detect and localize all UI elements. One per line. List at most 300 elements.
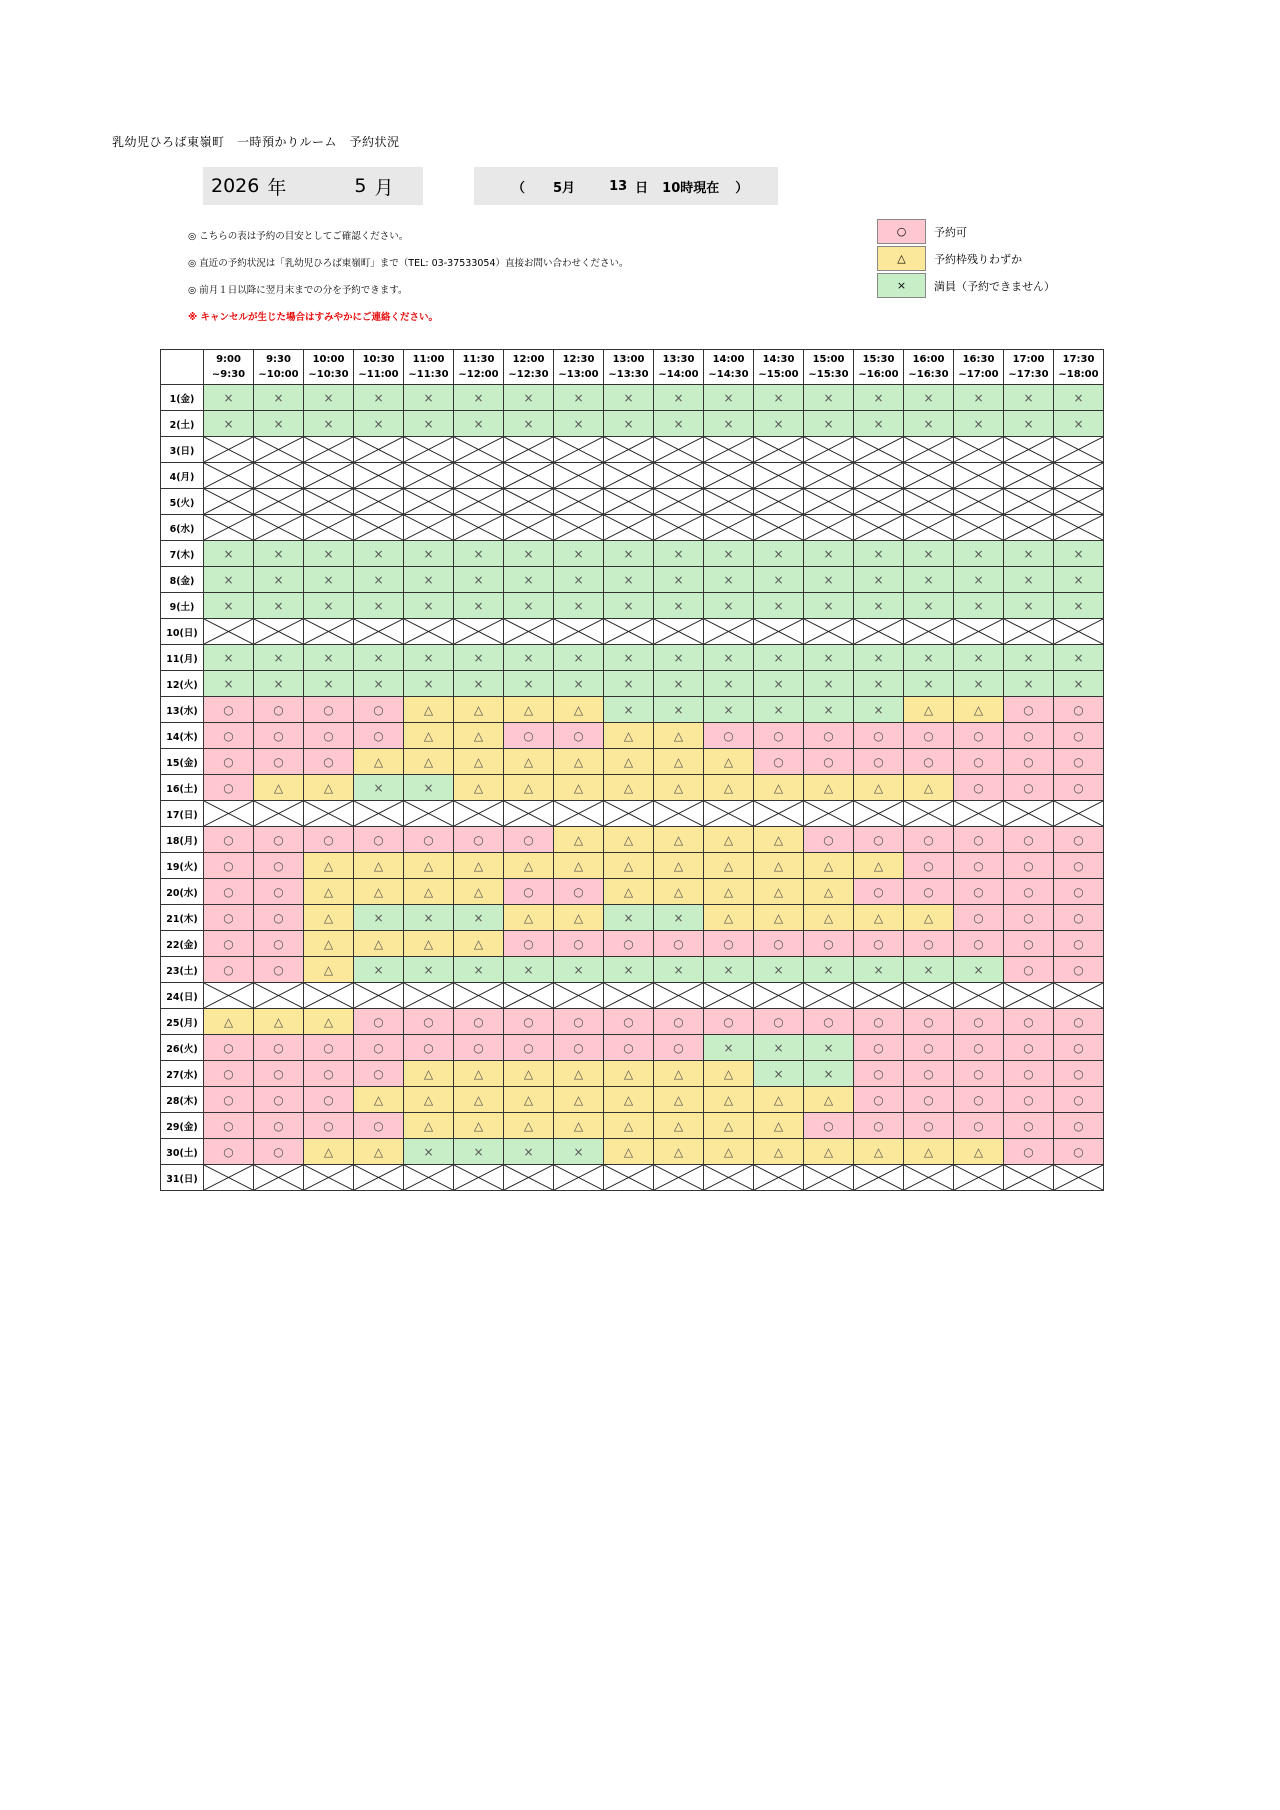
slot-full: × xyxy=(1004,593,1054,619)
table-row xyxy=(161,489,1104,515)
slot-full: × xyxy=(1004,567,1054,593)
slot-full: × xyxy=(604,671,654,697)
day-label: 10(日) xyxy=(161,619,204,645)
table-row xyxy=(161,723,1104,749)
slot-available: ○ xyxy=(1054,1113,1104,1139)
slot-full: × xyxy=(804,385,854,411)
closed-cross-icon xyxy=(554,1165,603,1190)
closed-cell xyxy=(754,489,804,515)
closed-cell xyxy=(804,515,854,541)
closed-cross-icon xyxy=(754,1165,803,1190)
time-slot-header xyxy=(1004,350,1054,385)
closed-cell xyxy=(354,437,404,463)
closed-cross-icon xyxy=(204,437,253,462)
slot-available: ○ xyxy=(304,749,354,775)
closed-cross-icon xyxy=(1004,489,1053,514)
closed-cross-icon xyxy=(1004,515,1053,540)
table-row xyxy=(161,541,1104,567)
closed-cell xyxy=(704,983,754,1009)
slot-few-left: △ xyxy=(404,931,454,957)
slot-few-left: △ xyxy=(704,827,754,853)
slot-available: ○ xyxy=(204,1035,254,1061)
closed-cell xyxy=(554,489,604,515)
closed-cross-icon xyxy=(804,463,853,488)
closed-cell xyxy=(454,801,504,827)
slot-full: × xyxy=(804,1035,854,1061)
legend-label-full: 満員（予約できません） xyxy=(934,279,1055,293)
slot-available: ○ xyxy=(804,1009,854,1035)
closed-cell xyxy=(504,463,554,489)
table-row xyxy=(161,749,1104,775)
slot-few-left: △ xyxy=(704,879,754,905)
slot-full: × xyxy=(204,411,254,437)
slot-available: ○ xyxy=(1054,1035,1104,1061)
closed-cross-icon xyxy=(254,515,303,540)
table-row xyxy=(161,801,1104,827)
day-label: 18(月) xyxy=(161,827,204,853)
closed-cell xyxy=(704,489,754,515)
closed-cross-icon xyxy=(354,801,403,826)
slot-full: × xyxy=(554,593,604,619)
slot-available: ○ xyxy=(954,1113,1004,1139)
table-row xyxy=(161,879,1104,905)
slot-available: ○ xyxy=(904,1113,954,1139)
closed-cell xyxy=(204,489,254,515)
closed-cell xyxy=(1004,1165,1054,1191)
slot-available: ○ xyxy=(204,879,254,905)
slot-full: × xyxy=(804,593,854,619)
closed-cell xyxy=(804,489,854,515)
closed-cell xyxy=(904,983,954,1009)
closed-cell xyxy=(654,463,704,489)
legend-item-few-left xyxy=(877,245,1055,272)
slot-few-left: △ xyxy=(604,1061,654,1087)
closed-cross-icon xyxy=(654,983,703,1008)
slot-full: × xyxy=(404,957,454,983)
slot-full: × xyxy=(1054,411,1104,437)
closed-cross-icon xyxy=(404,801,453,826)
note-item: ◎ 直近の予約状況は「乳幼児ひろば東嶺町」まで（TEL: 03-37533054）直接お問い合わせください。 xyxy=(188,258,629,269)
closed-cross-icon xyxy=(954,983,1003,1008)
day-label: 15(金) xyxy=(161,749,204,775)
closed-cross-icon xyxy=(404,983,453,1008)
slot-full: × xyxy=(704,593,754,619)
closed-cross-icon xyxy=(504,1165,553,1190)
closed-cell xyxy=(904,437,954,463)
closed-cross-icon xyxy=(454,1165,503,1190)
closed-cell xyxy=(954,489,1004,515)
slot-full: × xyxy=(404,905,454,931)
closed-cross-icon xyxy=(904,463,953,488)
slot-full: × xyxy=(754,645,804,671)
closed-cell xyxy=(1054,489,1104,515)
slot-full: × xyxy=(904,645,954,671)
slot-full: × xyxy=(304,645,354,671)
slot-full: × xyxy=(1054,567,1104,593)
table-row xyxy=(161,437,1104,463)
closed-cross-icon xyxy=(754,515,803,540)
closed-cell xyxy=(654,801,704,827)
slot-available: ○ xyxy=(304,827,354,853)
closed-cell xyxy=(304,1165,354,1191)
closed-cross-icon xyxy=(504,801,553,826)
slot-full: × xyxy=(904,957,954,983)
closed-cross-icon xyxy=(554,489,603,514)
closed-cross-icon xyxy=(354,463,403,488)
closed-cell xyxy=(1054,1165,1104,1191)
closed-cell xyxy=(504,437,554,463)
closed-cell xyxy=(704,1165,754,1191)
closed-cell xyxy=(254,463,304,489)
legend-swatch-few-left: △ xyxy=(877,246,926,271)
slot-few-left: △ xyxy=(554,749,604,775)
closed-cross-icon xyxy=(204,1165,253,1190)
closed-cell xyxy=(504,619,554,645)
slot-full: × xyxy=(1004,541,1054,567)
slot-available: ○ xyxy=(554,879,604,905)
slot-full: × xyxy=(854,671,904,697)
closed-cross-icon xyxy=(754,983,803,1008)
slot-full: × xyxy=(454,957,504,983)
closed-cross-icon xyxy=(804,489,853,514)
closed-cell xyxy=(1004,437,1054,463)
table-row xyxy=(161,567,1104,593)
closed-cell xyxy=(304,801,354,827)
slot-available: ○ xyxy=(854,931,904,957)
slot-available: ○ xyxy=(254,931,304,957)
closed-cell xyxy=(654,1165,704,1191)
closed-cell xyxy=(954,437,1004,463)
time-slot-start: 13:30 xyxy=(662,354,695,365)
slot-available: ○ xyxy=(254,723,304,749)
time-slot-end: ~11:30 xyxy=(408,369,449,380)
slot-available: ○ xyxy=(804,749,854,775)
time-slot-end: ~16:30 xyxy=(908,369,949,380)
closed-cell xyxy=(704,619,754,645)
slot-available: ○ xyxy=(854,1113,904,1139)
slot-few-left: △ xyxy=(604,749,654,775)
slot-available: ○ xyxy=(454,1009,504,1035)
slot-few-left: △ xyxy=(454,853,504,879)
slot-few-left: △ xyxy=(704,905,754,931)
slot-available: ○ xyxy=(954,1009,1004,1035)
closed-cross-icon xyxy=(604,437,653,462)
slot-available: ○ xyxy=(954,879,1004,905)
closed-cell xyxy=(604,437,654,463)
closed-cell xyxy=(454,619,504,645)
slot-full: × xyxy=(254,541,304,567)
closed-cell xyxy=(354,801,404,827)
slot-few-left: △ xyxy=(454,775,504,801)
closed-cell xyxy=(954,463,1004,489)
slot-available: ○ xyxy=(1054,775,1104,801)
day-label: 21(木) xyxy=(161,905,204,931)
closed-cell xyxy=(754,1165,804,1191)
closed-cell xyxy=(604,463,654,489)
slot-full: × xyxy=(854,957,904,983)
closed-cell xyxy=(1054,801,1104,827)
slot-available: ○ xyxy=(1054,1139,1104,1165)
slot-full: × xyxy=(704,697,754,723)
closed-cell xyxy=(554,437,604,463)
status-open-paren: （ xyxy=(512,180,526,196)
closed-cross-icon xyxy=(704,619,753,644)
slot-available: ○ xyxy=(954,1035,1004,1061)
time-slot-start: 10:00 xyxy=(312,354,345,365)
slot-few-left: △ xyxy=(354,853,404,879)
table-header-row xyxy=(161,350,1104,385)
slot-full: × xyxy=(854,541,904,567)
slot-full: × xyxy=(454,593,504,619)
slot-full: × xyxy=(254,645,304,671)
closed-cross-icon xyxy=(454,801,503,826)
day-label: 20(水) xyxy=(161,879,204,905)
slot-few-left: △ xyxy=(604,853,654,879)
slot-available: ○ xyxy=(1054,827,1104,853)
legend-item-available xyxy=(877,218,1055,245)
slot-few-left: △ xyxy=(454,1113,504,1139)
slot-few-left: △ xyxy=(254,775,304,801)
slot-available: ○ xyxy=(254,749,304,775)
closed-cell xyxy=(504,489,554,515)
slot-full: × xyxy=(304,541,354,567)
closed-cross-icon xyxy=(554,619,603,644)
slot-full: × xyxy=(204,541,254,567)
slot-few-left: △ xyxy=(504,697,554,723)
slot-available: ○ xyxy=(754,931,804,957)
closed-cross-icon xyxy=(1004,983,1053,1008)
slot-few-left: △ xyxy=(404,723,454,749)
slot-available: ○ xyxy=(304,723,354,749)
time-slot-end: ~15:00 xyxy=(758,369,799,380)
closed-cross-icon xyxy=(454,463,503,488)
slot-full: × xyxy=(954,567,1004,593)
slot-few-left: △ xyxy=(804,905,854,931)
closed-cross-icon xyxy=(754,437,803,462)
closed-cross-icon xyxy=(304,437,353,462)
closed-cell xyxy=(304,983,354,1009)
closed-cross-icon xyxy=(1004,619,1053,644)
time-slot-start: 16:00 xyxy=(912,354,945,365)
slot-available: ○ xyxy=(1054,853,1104,879)
closed-cell xyxy=(204,1165,254,1191)
slot-available: ○ xyxy=(754,1009,804,1035)
slot-full: × xyxy=(504,645,554,671)
slot-available: ○ xyxy=(1054,749,1104,775)
slot-full: × xyxy=(254,593,304,619)
slot-full: × xyxy=(354,385,404,411)
closed-cross-icon xyxy=(254,1165,303,1190)
time-slot-header xyxy=(204,350,254,385)
closed-cell xyxy=(1054,619,1104,645)
closed-cell xyxy=(554,983,604,1009)
slot-few-left: △ xyxy=(404,1087,454,1113)
slot-full: × xyxy=(854,645,904,671)
slot-few-left: △ xyxy=(654,853,704,879)
slot-full: × xyxy=(604,697,654,723)
day-label: 27(水) xyxy=(161,1061,204,1087)
slot-available: ○ xyxy=(954,775,1004,801)
slot-full: × xyxy=(904,541,954,567)
table-row xyxy=(161,827,1104,853)
closed-cell xyxy=(954,1165,1004,1191)
slot-available: ○ xyxy=(254,1087,304,1113)
slot-full: × xyxy=(954,411,1004,437)
closed-cell xyxy=(654,437,704,463)
slot-available: ○ xyxy=(1004,749,1054,775)
slot-available: ○ xyxy=(554,1035,604,1061)
year-unit: 年 xyxy=(267,176,287,199)
time-slot-header xyxy=(854,350,904,385)
closed-cross-icon xyxy=(704,489,753,514)
slot-full: × xyxy=(254,671,304,697)
closed-cross-icon xyxy=(204,801,253,826)
closed-cross-icon xyxy=(754,801,803,826)
slot-few-left: △ xyxy=(804,775,854,801)
slot-available: ○ xyxy=(954,723,1004,749)
slot-few-left: △ xyxy=(704,1087,754,1113)
closed-cross-icon xyxy=(1004,463,1053,488)
slot-full: × xyxy=(754,385,804,411)
closed-cross-icon xyxy=(504,619,553,644)
closed-cell xyxy=(654,983,704,1009)
slot-available: ○ xyxy=(1054,879,1104,905)
slot-available: ○ xyxy=(854,723,904,749)
slot-available: ○ xyxy=(354,723,404,749)
closed-cross-icon xyxy=(1054,463,1103,488)
closed-cross-icon xyxy=(304,515,353,540)
closed-cross-icon xyxy=(904,983,953,1008)
closed-cross-icon xyxy=(854,983,903,1008)
time-slot-header xyxy=(754,350,804,385)
slot-full: × xyxy=(854,593,904,619)
slot-available: ○ xyxy=(1004,905,1054,931)
month-unit: 月 xyxy=(374,176,394,199)
slot-available: ○ xyxy=(704,931,754,957)
slot-full: × xyxy=(254,411,304,437)
closed-cross-icon xyxy=(654,489,703,514)
slot-few-left: △ xyxy=(604,723,654,749)
closed-cell xyxy=(404,437,454,463)
table-row xyxy=(161,671,1104,697)
slot-few-left: △ xyxy=(754,1113,804,1139)
table-row xyxy=(161,775,1104,801)
closed-cell xyxy=(204,463,254,489)
day-label: 5(火) xyxy=(161,489,204,515)
time-slot-start: 9:30 xyxy=(266,354,291,365)
slot-available: ○ xyxy=(1054,697,1104,723)
closed-cross-icon xyxy=(504,489,553,514)
time-slot-header xyxy=(804,350,854,385)
slot-available: ○ xyxy=(904,749,954,775)
table-row xyxy=(161,385,1104,411)
closed-cross-icon xyxy=(854,489,903,514)
slot-available: ○ xyxy=(204,931,254,957)
closed-cell xyxy=(204,515,254,541)
slot-full: × xyxy=(654,541,704,567)
closed-cell xyxy=(1004,463,1054,489)
note-item: ◎ こちらの表は予約の目安としてご確認ください。 xyxy=(188,231,409,242)
closed-cell xyxy=(504,983,554,1009)
closed-cell xyxy=(404,619,454,645)
slot-few-left: △ xyxy=(754,827,804,853)
closed-cross-icon xyxy=(554,983,603,1008)
closed-cell xyxy=(354,983,404,1009)
closed-cell xyxy=(554,463,604,489)
slot-full: × xyxy=(604,567,654,593)
slot-few-left: △ xyxy=(504,1061,554,1087)
slot-available: ○ xyxy=(554,931,604,957)
closed-cross-icon xyxy=(354,983,403,1008)
closed-cell xyxy=(254,801,304,827)
slot-full: × xyxy=(354,957,404,983)
slot-full: × xyxy=(404,645,454,671)
slot-few-left: △ xyxy=(704,775,754,801)
legend-swatch-available: ○ xyxy=(877,219,926,244)
slot-few-left: △ xyxy=(654,1113,704,1139)
closed-cross-icon xyxy=(854,463,903,488)
slot-full: × xyxy=(654,645,704,671)
closed-cell xyxy=(954,515,1004,541)
slot-few-left: △ xyxy=(554,1061,604,1087)
closed-cross-icon xyxy=(404,437,453,462)
slot-full: × xyxy=(554,541,604,567)
slot-few-left: △ xyxy=(554,1087,604,1113)
page-title: 乳幼児ひろば東嶺町 一時預かりルーム 予約状況 xyxy=(112,135,400,149)
slot-full: × xyxy=(654,905,704,931)
closed-cell xyxy=(204,437,254,463)
slot-full: × xyxy=(204,645,254,671)
table-row xyxy=(161,463,1104,489)
slot-available: ○ xyxy=(504,1009,554,1035)
closed-cell xyxy=(554,1165,604,1191)
status-timestamp-box xyxy=(474,167,778,205)
slot-full: × xyxy=(854,567,904,593)
slot-available: ○ xyxy=(904,1035,954,1061)
slot-available: ○ xyxy=(254,905,304,931)
slot-full: × xyxy=(404,541,454,567)
slot-available: ○ xyxy=(404,1035,454,1061)
closed-cross-icon xyxy=(354,1165,403,1190)
slot-few-left: △ xyxy=(704,749,754,775)
slot-full: × xyxy=(454,671,504,697)
time-slot-start: 12:30 xyxy=(562,354,595,365)
slot-available: ○ xyxy=(254,827,304,853)
slot-full: × xyxy=(654,385,704,411)
closed-cross-icon xyxy=(804,1165,853,1190)
notes-list xyxy=(188,228,629,336)
closed-cell xyxy=(354,515,404,541)
closed-cross-icon xyxy=(654,1165,703,1190)
slot-few-left: △ xyxy=(654,827,704,853)
time-slot-end: ~12:30 xyxy=(508,369,549,380)
closed-cross-icon xyxy=(904,801,953,826)
slot-full: × xyxy=(1054,671,1104,697)
slot-few-left: △ xyxy=(804,879,854,905)
slot-few-left: △ xyxy=(754,853,804,879)
closed-cell xyxy=(754,983,804,1009)
slot-few-left: △ xyxy=(504,749,554,775)
time-slot-end: ~14:00 xyxy=(658,369,699,380)
slot-few-left: △ xyxy=(604,1113,654,1139)
slot-available: ○ xyxy=(354,1035,404,1061)
slot-full: × xyxy=(704,1035,754,1061)
slot-full: × xyxy=(804,411,854,437)
time-slot-start: 11:00 xyxy=(412,354,445,365)
closed-cross-icon xyxy=(804,983,853,1008)
closed-cross-icon xyxy=(754,489,803,514)
slot-full: × xyxy=(304,593,354,619)
